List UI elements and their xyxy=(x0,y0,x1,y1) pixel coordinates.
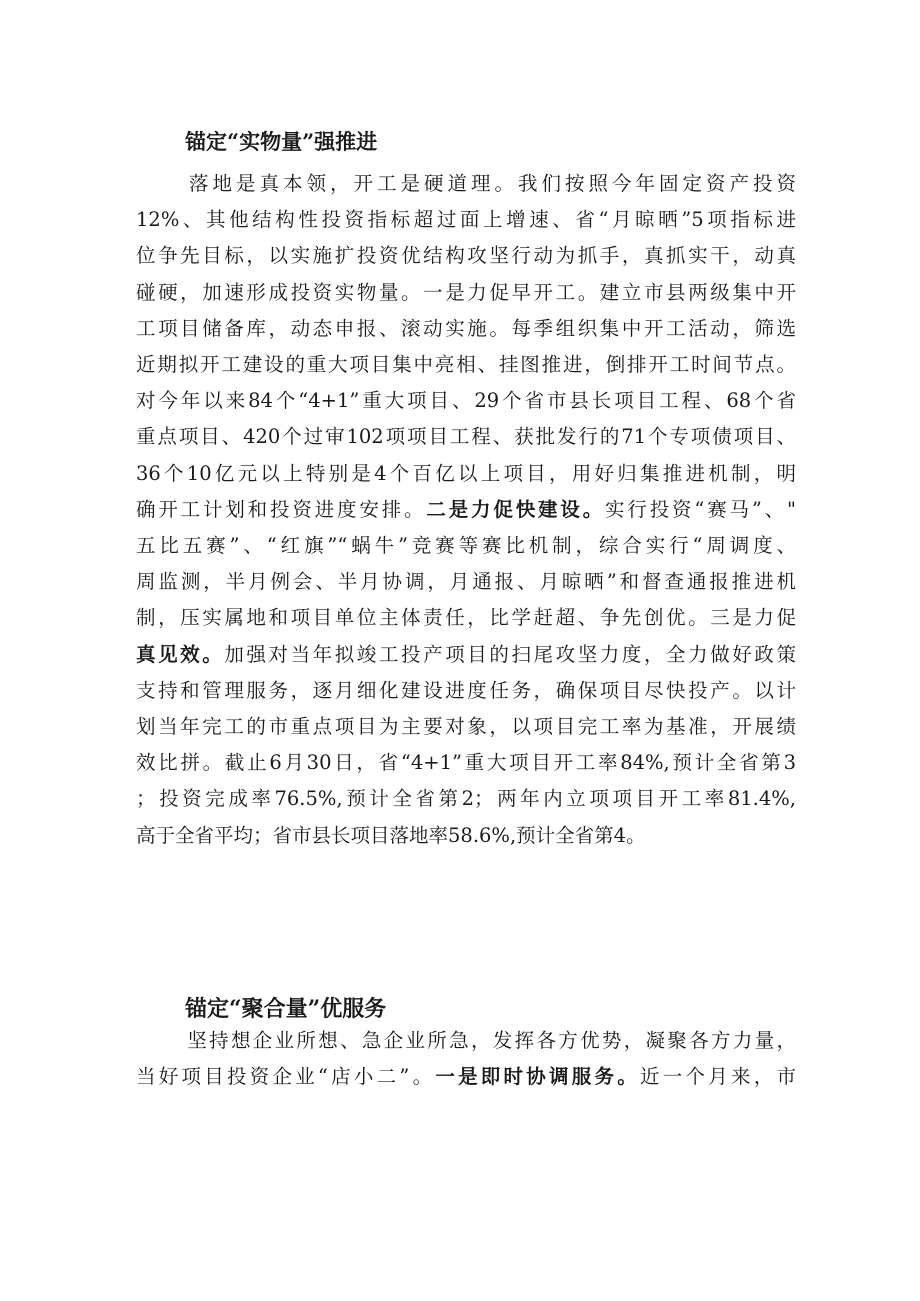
paragraph-line: 36个10亿元以上特别是4个百亿以上项目，用好归集推进机制，明 xyxy=(136,461,796,485)
bold-phrase: 一是即时协调服务。 xyxy=(435,1065,641,1089)
section-paragraph-aggregate-volume xyxy=(136,1023,796,1095)
paragraph-line: 位争先目标，以实施扩投资优结构攻坚行动为抓手，真抓实干，动真 xyxy=(136,244,796,268)
paragraph-line: 近期拟开工建设的重大项目集中亮相、挂图推进，倒排开工时间节点。 xyxy=(136,353,796,377)
paragraph-line: 周监测，半月例会、半月协调，月通报、月晾晒”和督查通报推进机 xyxy=(136,570,796,594)
paragraph-line: 碰硬，加速形成投资实物量。一是力促早开工。建立市县两级集中开 xyxy=(136,280,796,304)
paragraph-line: 落地是真本领，开工是硬道理。我们按照今年固定资产投资 xyxy=(185,172,796,195)
paragraph-line: 重点项目、420个过审102项项目工程、获批发行的71个专项债项目、 xyxy=(136,425,796,449)
section-heading-physical-volume: 锚定“实物量”强推进 xyxy=(185,129,378,154)
section-heading-aggregate-volume: 锚定“聚合量”优服务 xyxy=(185,996,387,1022)
paragraph-line: 五比五赛”、“红旗”“蜗牛”竞赛等赛比机制，综合实行“周调度、 xyxy=(136,534,796,558)
paragraph-line: 支持和管理服务，逐月细化建设进度任务，确保项目尽快投产。以计 xyxy=(136,678,796,702)
paragraph-line: ；投资完成率76.5%,预计全省第2；两年内立项项目开工率81.4%, xyxy=(136,787,796,811)
paragraph-line: 确开工计划和投资进度安排。二是力促快建设。实行投资“赛马”、" xyxy=(136,497,796,521)
paragraph-line: 划当年完工的市重点项目为主要对象，以项目完工率为基准，开展绩 xyxy=(136,715,796,739)
paragraph-line: 12%、其他结构性投资指标超过面上增速、省“月晾晒”5项指标进 xyxy=(136,208,796,232)
bold-phrase: 真见效。 xyxy=(136,642,225,666)
paragraph-line: 效比拼。截止6月30日，省“4+1”重大项目开工率84%,预计全省第3 xyxy=(136,751,796,775)
paragraph-line: 坚持想企业所想、急企业所急，发挥各方优势，凝聚各方力量， xyxy=(185,1029,796,1052)
section-paragraph-physical-volume xyxy=(136,166,796,854)
paragraph-line: 对今年以来84个“4+1”重大项目、29个省市县长项目工程、68个省 xyxy=(136,389,796,413)
paragraph-line: 高于全省平均；省市县长项目落地率58.6%,预计全省第4。 xyxy=(136,823,646,847)
paragraph-line: 制，压实属地和项目单位主体责任，比学赶超、争先创优。三是力促 xyxy=(136,606,796,630)
paragraph-line: 工项目储备库，动态申报、滚动实施。每季组织集中开工活动，筛选 xyxy=(136,316,796,340)
bold-phrase: 二是力促快建设。 xyxy=(426,497,606,521)
paragraph-line: 真见效。加强对当年拟竣工投产项目的扫尾攻坚力度，全力做好政策 xyxy=(136,642,796,666)
paragraph-line: 当好项目投资企业“店小二”。一是即时协调服务。近一个月来，市 xyxy=(136,1065,796,1089)
